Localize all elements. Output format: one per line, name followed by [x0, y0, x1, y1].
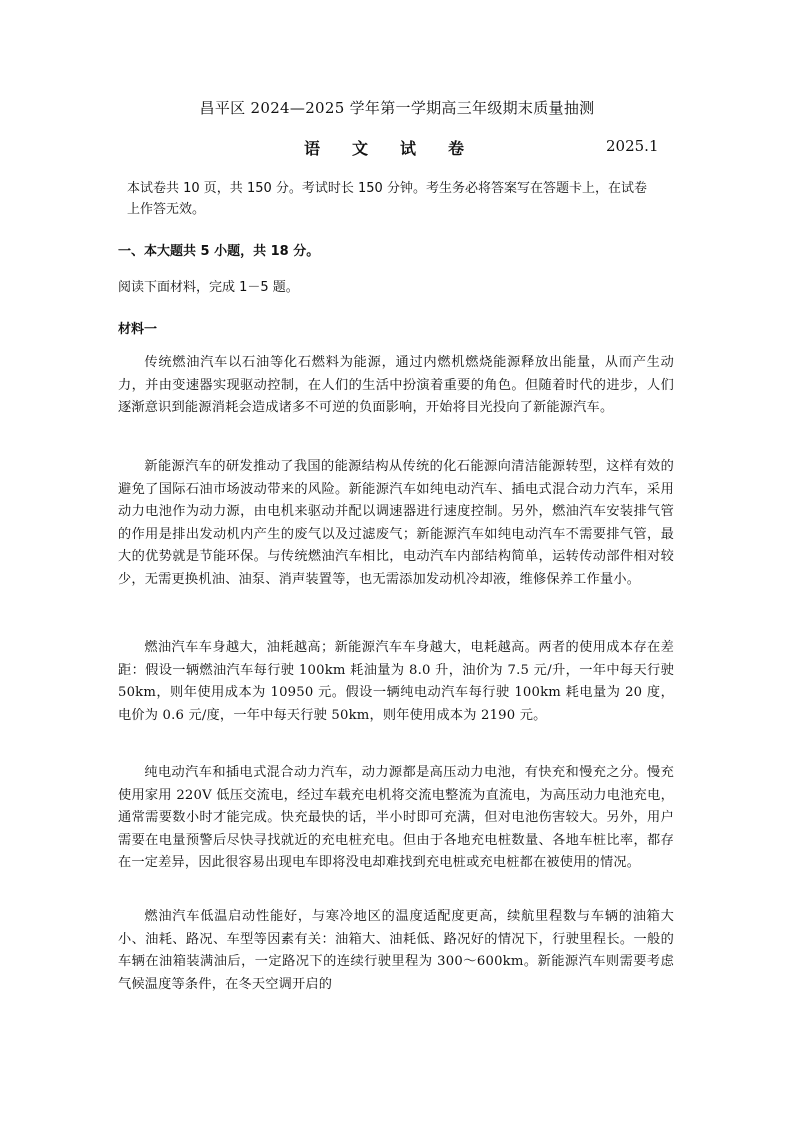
exam-notice [127, 178, 667, 220]
subject-char: 语 [304, 139, 321, 158]
notice-line: 上作答无效。 [127, 202, 206, 217]
exam-date: 2025.1 [606, 137, 659, 155]
paragraph-text: 新能源汽车的研发推动了我国的能源结构从传统的化石能源向清洁能源转型，这样有效的避免了国际石油市场波动带来的风险。新能源汽车如纯电动汽车、插电式混合动力汽车，采用动力电池作为动力源，由电机来驱动并配以调速器进行速度控制。另外，燃油汽车安装排气管的作用是排出发动机内产生的废气以及过滤废气；新能源汽车如纯电动汽车不需要排气管，最大的优势就是节能环保。与传统燃油汽车相比，电动汽车内部结构简单，运转传动部件相对较少，无需更换机油、油泵、消声装置等，也无需添加发动机冷却液，维修保养工作量小。 [118, 459, 674, 587]
paragraph [118, 637, 674, 727]
paragraph [118, 352, 674, 420]
paragraph-text: 燃油汽车车身越大，油耗越高；新能源汽车车身越大，电耗越高。两者的使用成本存在差距：假设一辆燃油汽车每行驶 100km 耗油量为 8.0 升，油价为 7.5 元/升，一年中每天行驶 50km，则年使用成本为 10950 元。假设一辆纯电动汽车每行驶 100km 耗电量为 20 度，电价为 0.6 元/度，一年中每天行驶 50km，则年使用成本为 2190 元。 [118, 640, 674, 723]
material-title: 材料一 [118, 322, 158, 337]
notice-line: 本试卷共 10 页，共 150 分。考试时长 150 分钟。考生务必将答案写在答题卡上，在试卷 [127, 181, 647, 196]
section-heading: 一、本大题共 5 小题，共 18 分。 [118, 244, 320, 259]
paragraph-text: 传统燃油汽车以石油等化石燃料为能源，通过内燃机燃烧能源释放出能量，从而产生动力，并由变速器实现驱动控制，在人们的生活中扮演着重要的角色。但随着时代的进步，人们逐渐意识到能源消耗会造成诸多不可逆的负面影响，开始将目光投向了新能源汽车。 [118, 355, 674, 416]
subject-row [0, 136, 794, 158]
paragraph [118, 456, 674, 592]
subject-char: 文 [352, 139, 369, 158]
subject-title [304, 136, 496, 159]
subject-char: 卷 [448, 139, 465, 158]
paragraph [118, 762, 674, 875]
paragraph-text: 燃油汽车低温启动性能好，与寒冷地区的温度适配度更高，续航里程数与车辆的油箱大小、油耗、路况、车型等因素有关：油箱大、油耗低、路况好的情况下，行驶里程长。一般的车辆在油箱装满油后，一定路况下的连续行驶里程为 300～600km。新能源汽车则需要考虑气候温度等条件，在冬天空调开启的 [118, 909, 674, 992]
paragraph [118, 906, 674, 996]
exam-title: 昌平区 2024—2025 学年第一学期高三年级期末质量抽测 [199, 99, 595, 117]
subject-char: 试 [400, 139, 417, 158]
reading-instruction: 阅读下面材料，完成 1－5 题。 [118, 280, 299, 295]
paragraph-text: 纯电动汽车和插电式混合动力汽车，动力源都是高压动力电池，有快充和慢充之分。慢充使用家用 220V 低压交流电，经过车载充电机将交流电整流为直流电，为高压动力电池充电，通常需要数小时才能完成。快充最快的话，半小时即可充满，但对电池伤害较大。另外，用户需要在电量预警后尽快寻找就近的充电桩充电。但由于各地充电桩数量、各地车桩比率，都存在一定差异，因此很容易出现电车即将没电却难找到充电桩或充电桩都在被使用的情况。 [118, 765, 674, 871]
